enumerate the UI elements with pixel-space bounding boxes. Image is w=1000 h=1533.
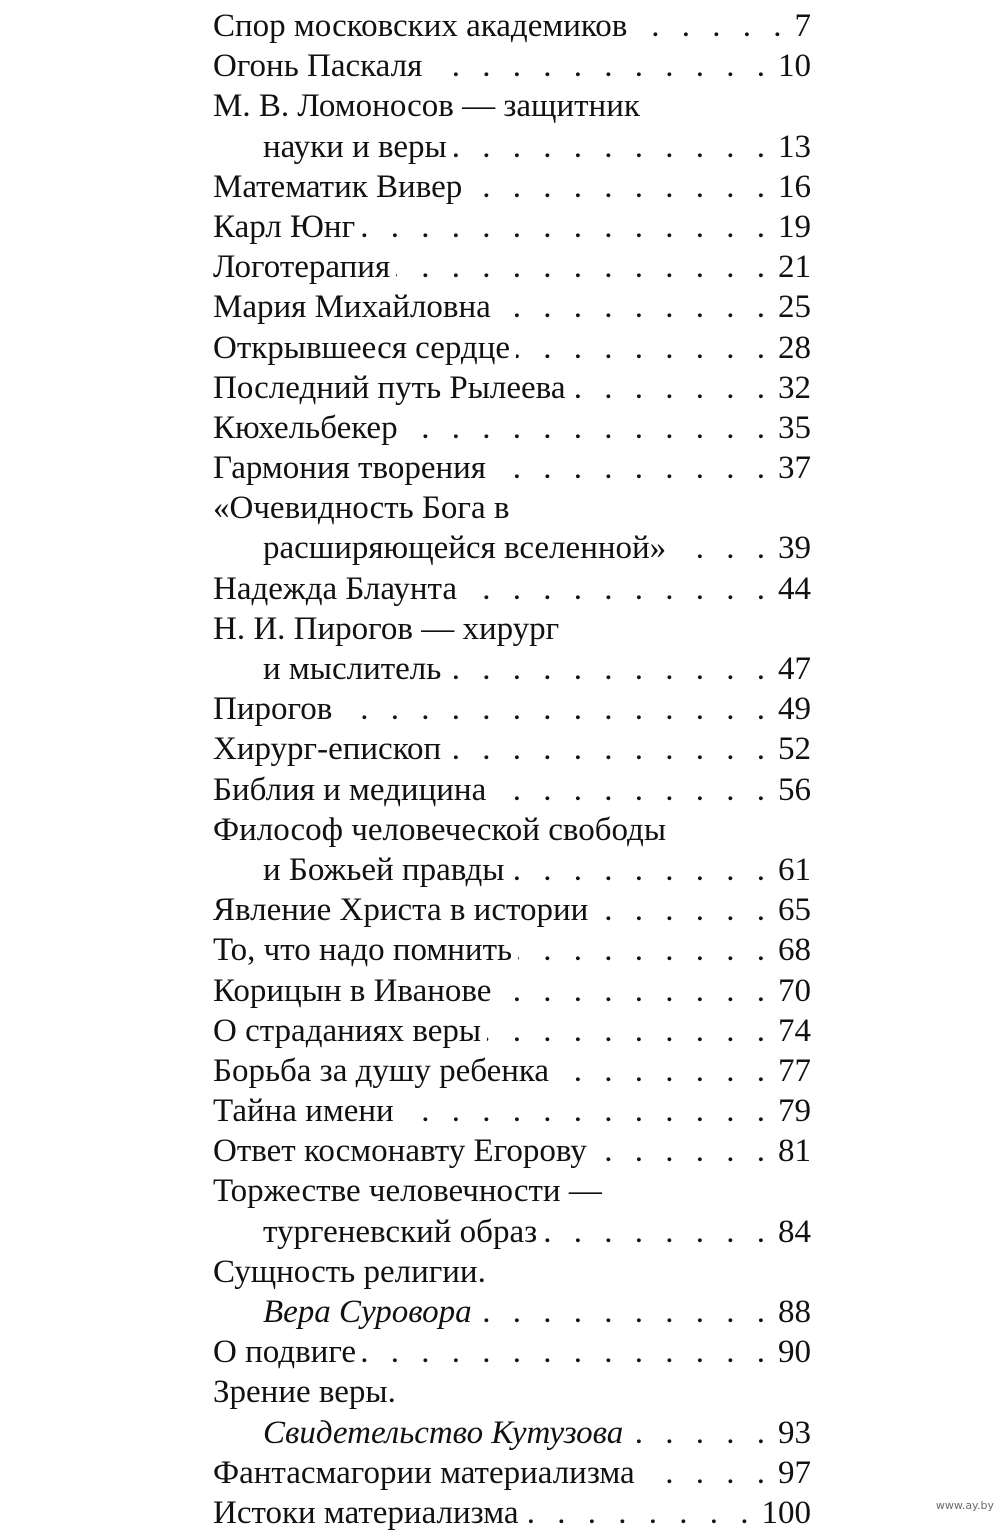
toc-entry-page: 16: [778, 168, 811, 205]
toc-entry-title: Корицын в Иванове: [213, 972, 492, 1009]
toc-entry: [213, 368, 811, 408]
toc-entry: [213, 971, 811, 1011]
toc-entry-title: Хирург-епископ: [213, 731, 442, 768]
dot-leader: [633, 6, 788, 46]
toc-entry-title: Явление Христа в истории: [213, 892, 589, 929]
toc-entry-page: 81: [778, 1133, 811, 1170]
toc-entry: [213, 408, 811, 448]
toc-entry-page: 52: [778, 731, 811, 768]
toc-entry-title: Карл Юнг: [213, 208, 356, 245]
toc-entry-title: Последний путь Рылеева: [213, 369, 566, 406]
toc-entry-title: Огонь Паскаля: [213, 48, 423, 85]
toc-entry-page: 65: [778, 892, 811, 929]
toc-entry-page: 7: [794, 8, 811, 44]
toc-entry: [213, 448, 811, 488]
toc-entry-title: Н. И. Пирогов — хирург: [213, 610, 560, 647]
dot-leader: [361, 207, 772, 247]
dot-leader: [447, 649, 772, 689]
toc-entry: [213, 287, 811, 327]
toc-entry-title: О подвиге: [213, 1334, 357, 1371]
toc-entry-title: М. В. Ломоносов — защитник: [213, 88, 640, 125]
toc-entry-title: Фантасмагории материализма: [213, 1454, 635, 1491]
toc-entry-title: Надежда Блаунта: [213, 570, 457, 607]
toc-entry: [213, 6, 811, 46]
dot-leader: [492, 770, 772, 810]
toc-entry: [213, 167, 811, 207]
toc-entry: [213, 689, 811, 729]
toc-entry: [213, 1252, 811, 1292]
toc-entry: [213, 1332, 811, 1372]
toc-entry-title: Зрение веры.: [213, 1374, 396, 1411]
dot-leader: [518, 930, 772, 970]
toc-entry-page: 32: [778, 369, 811, 406]
toc-entry: [213, 810, 811, 850]
toc-entry-page: 28: [778, 329, 811, 366]
dot-leader: [525, 1493, 756, 1533]
toc-entry-title: Логотерапия: [213, 249, 391, 286]
dot-leader: [396, 247, 772, 287]
toc-entry: [213, 127, 811, 167]
toc-entry-title: науки и веры: [263, 128, 447, 165]
toc-entry-title: расширяющейся вселенной»: [263, 530, 667, 567]
toc-entry-page: 90: [778, 1334, 811, 1371]
toc-entry-page: 56: [778, 771, 811, 808]
dot-leader: [593, 1131, 772, 1171]
toc-entry: [213, 328, 811, 368]
toc-entry: [213, 1091, 811, 1131]
toc-entry-page: 61: [778, 851, 811, 888]
dot-leader: [362, 1332, 772, 1372]
toc-entry-page: 44: [778, 570, 811, 607]
toc-entry: [213, 850, 811, 890]
toc-entry: [213, 649, 811, 689]
dot-leader: [338, 689, 772, 729]
toc-entry-title: Открывшееся сердце: [213, 329, 510, 366]
toc-entry-title: Кюхельбекер: [213, 409, 398, 446]
toc-entry-title: О страданиях веры: [213, 1012, 482, 1049]
toc-entry: [213, 930, 811, 970]
toc-entry-page: 10: [778, 48, 811, 85]
toc-entry: [213, 729, 811, 769]
dot-leader: [510, 850, 772, 890]
toc-entry-page: 93: [778, 1414, 811, 1451]
dot-leader: [478, 1292, 772, 1332]
toc-entry: [213, 569, 811, 609]
toc-entry-page: 84: [778, 1213, 811, 1250]
dot-leader: [497, 971, 772, 1011]
toc-entry-title: Вера Суровора: [263, 1294, 472, 1330]
dot-leader: [629, 1413, 772, 1453]
dot-leader: [428, 46, 772, 86]
toc-entry: [213, 770, 811, 810]
toc-entry: [213, 1372, 811, 1412]
toc-entry: [213, 528, 811, 568]
toc-entry-title: Сущность религии.: [213, 1253, 486, 1290]
toc-entry-page: 79: [778, 1093, 811, 1130]
toc-entry: [213, 890, 811, 930]
dot-leader: [516, 328, 772, 368]
toc-entry: [213, 1131, 811, 1171]
toc-entry: [213, 86, 811, 126]
toc-entry-title: Торжестве человечности —: [213, 1173, 602, 1210]
toc-entry-title: Тайна имени: [213, 1093, 394, 1130]
dot-leader: [468, 167, 772, 207]
dot-leader: [641, 1453, 772, 1493]
dot-leader: [555, 1051, 772, 1091]
dot-leader: [594, 890, 772, 930]
toc-entry: [213, 1051, 811, 1091]
toc-entry-title: Философ человеческой свободы: [213, 811, 667, 848]
toc-entry: [213, 1493, 811, 1533]
dot-leader: [487, 1011, 772, 1051]
dot-leader: [543, 1212, 772, 1252]
toc-entry-page: 68: [778, 932, 811, 969]
toc-entry: [213, 1171, 811, 1211]
watermark: www.ay.by: [935, 1499, 994, 1512]
toc-entry-page: 97: [778, 1454, 811, 1491]
toc-entry-page: 49: [778, 691, 811, 728]
dot-leader: [404, 408, 772, 448]
toc-entry-title: Борьба за душу ребенка: [213, 1052, 550, 1089]
toc-entry-title: тургеневский образ: [263, 1213, 538, 1250]
dot-leader: [492, 448, 772, 488]
toc-entry: [213, 1212, 811, 1252]
toc-entry-title: Истоки материализма: [213, 1494, 519, 1531]
dot-leader: [672, 528, 772, 568]
toc-entry: [213, 1453, 811, 1493]
toc-entry: [213, 488, 811, 528]
toc-entry: [213, 609, 811, 649]
toc-entry-title: Мария Михайловна: [213, 289, 491, 326]
toc-entry-page: 39: [778, 530, 811, 567]
toc-entry-page: 35: [778, 409, 811, 446]
toc-entry-title: Математик Вивер: [213, 168, 463, 205]
toc-entry-title: и мыслитель: [263, 651, 442, 687]
toc-entry-page: 37: [778, 450, 811, 487]
toc-entry-title: То, что надо помнить: [213, 932, 513, 969]
toc-entry: [213, 247, 811, 287]
toc-entry-page: 21: [778, 249, 811, 286]
toc-entry-title: Пирогов: [213, 691, 333, 728]
dot-leader: [453, 127, 772, 167]
toc-entry: [213, 207, 811, 247]
toc-entry-title: Ответ космонавту Егорову: [213, 1133, 587, 1170]
toc-entry-title: Свидетельство Кутузова: [263, 1414, 624, 1451]
toc-entry-page: 74: [778, 1012, 811, 1049]
toc-entry-page: 88: [778, 1294, 811, 1330]
toc-entry-page: 100: [761, 1494, 811, 1531]
toc-entry: [213, 1292, 811, 1332]
toc-entry-title: Гармония творения: [213, 450, 486, 487]
toc-entry: [213, 46, 811, 86]
toc-entry-page: 19: [778, 208, 811, 245]
toc-entry-page: 77: [778, 1052, 811, 1089]
toc-entry-title: «Очевидность Бога в: [213, 490, 510, 527]
table-of-contents: [213, 6, 811, 1533]
dot-leader: [463, 569, 772, 609]
toc-entry-title: Библия и медицина: [213, 771, 487, 808]
dot-leader: [497, 287, 772, 327]
toc-entry: [213, 1413, 811, 1453]
dot-leader: [400, 1091, 772, 1131]
dot-leader: [447, 729, 772, 769]
toc-entry-page: 47: [778, 651, 811, 687]
toc-entry-title: и Божьей правды: [263, 851, 505, 888]
dot-leader: [571, 368, 772, 408]
toc-entry-page: 25: [778, 289, 811, 326]
toc-entry-page: 70: [778, 972, 811, 1009]
toc-entry-title: Спор московских академиков: [213, 8, 628, 44]
toc-entry: [213, 1011, 811, 1051]
toc-entry-page: 13: [778, 128, 811, 165]
